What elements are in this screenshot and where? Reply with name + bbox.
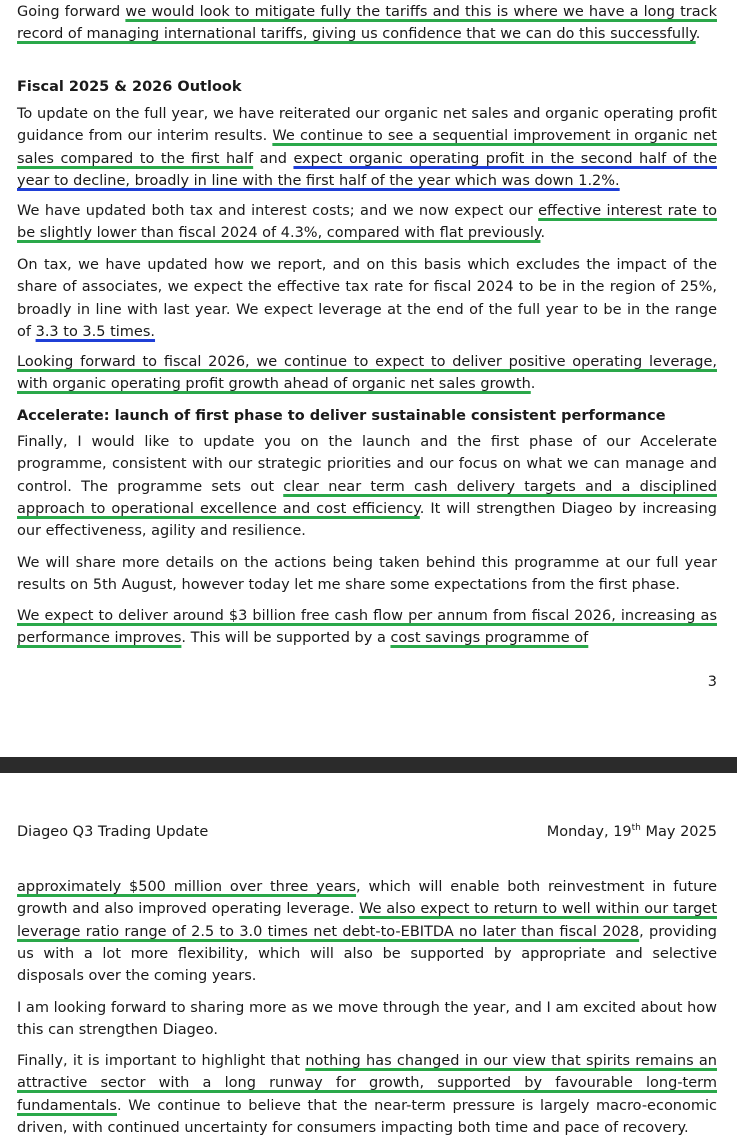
document-header-title: Diageo Q3 Trading Update <box>17 824 209 840</box>
paragraph-tariffs <box>17 1 717 46</box>
highlighted-text: We expect to deliver around $3 billion free cash flow per annum from fiscal 2026, increasing as performance improves <box>17 608 717 647</box>
heading-fiscal-outlook: Fiscal 2025 & 2026 Outlook <box>17 79 242 95</box>
paragraph-looking-forward <box>17 997 717 1042</box>
page-divider <box>0 757 737 773</box>
paragraph-accelerate-launch <box>17 431 717 542</box>
text-run: . It will strengthen Diageo by increasing our effectiveness, agility and resilience. <box>17 500 717 540</box>
paragraph-fiscal-2026 <box>17 351 717 396</box>
text-run: . <box>530 376 536 393</box>
highlighted-text: We continue to see a sequential improvement in organic net sales compared to the first half <box>17 128 717 167</box>
highlighted-text: expect organic operating profit in the second half of the year to decline, broadly in line with the first half of the year which was down 1.2%. <box>17 150 717 189</box>
highlighted-text: Looking forward to fiscal 2026, we continue to expect to deliver positive operating leverage, with organic operating profit growth ahead of organic net sales growth <box>17 354 717 393</box>
text-run: . <box>695 26 701 43</box>
highlighted-text: cost savings programme of <box>390 630 589 647</box>
text-run: Finally, I would like to update you on the launch and the first phase of our Accelerate programme, consistent with our strategic priorities and our focus on what we can manage and control. The programme sets out <box>17 434 717 495</box>
text-run: . We continue to believe that the near-term pressure is largely macro-economic driven, with continued uncertainty for consumers impacting both time and pace of recovery. <box>17 1097 717 1136</box>
text-run: Going forward <box>17 4 126 20</box>
highlighted-text: We also expect to return to well within our target leverage ratio range of 2.5 to 3.0 times net debt-to-EBITDA no later than fiscal 2028 <box>17 901 718 940</box>
document-header-date <box>547 824 717 840</box>
text-run: On tax, we have updated how we report, and on this basis which excludes the impact of the share of associates, we expect the effective tax rate for fiscal 2024 to be in the region of 25%, broadly in line with last year. We expect leverage at the end of the full year to be in the range of <box>17 257 717 340</box>
paragraph-tax-reporting <box>17 254 717 343</box>
text-run: Finally, it is important to highlight that <box>17 1053 306 1069</box>
paragraph-full-year-update <box>17 103 717 192</box>
page-number: 3 <box>707 674 717 690</box>
text-run: To update on the full year, we have reiterated our organic net sales and organic operating profit guidance from our interim results. <box>17 106 717 145</box>
highlighted-text: effective interest rate to be slightly lower than fiscal 2024 of 4.3%, compared with flat previously <box>17 203 717 242</box>
paragraph-full-year-results <box>17 552 717 597</box>
paragraph-free-cash-flow <box>17 605 717 650</box>
paragraph-spirits-sector <box>17 1050 717 1139</box>
header-date-suffix: May 2025 <box>640 824 717 840</box>
paragraph-cost-savings <box>17 876 717 987</box>
header-date-ordinal: th <box>631 823 641 834</box>
highlighted-text: nothing has changed in our view that spirits remains an attractive sector with a long runway for growth, supported by favourable long-term fundamentals <box>17 1053 717 1114</box>
text-run: , which will enable both reinvestment in future growth and also improved operating leverage. <box>17 879 717 918</box>
highlighted-text: 3.3 to 3.5 times. <box>35 323 156 340</box>
text-run: and <box>253 150 294 167</box>
text-run: , providing us with a lot more flexibility, which will also be supported by appropriate and selective disposals over the coming years. <box>17 923 717 985</box>
highlighted-text: approximately $500 million over three years <box>17 879 357 895</box>
text-run: . <box>540 225 546 242</box>
highlighted-text: clear near term cash delivery targets and a disciplined approach to operational excellence and cost efficiency <box>17 478 717 517</box>
text-run: . This will be supported by a <box>181 630 391 647</box>
paragraph-tax-interest <box>17 200 717 245</box>
heading-accelerate: Accelerate: launch of first phase to deliver sustainable consistent performance <box>17 408 666 424</box>
header-date-prefix: Monday, 19 <box>546 824 632 840</box>
text-run: We have updated both tax and interest costs; and we now expect our <box>17 203 539 219</box>
text-run: I am looking forward to sharing more as we move through the year, and I am excited about how this can strengthen Diageo. <box>17 1000 717 1039</box>
highlighted-text: we would look to mitigate fully the tariffs and this is where we have a long track record of managing international tariffs, giving us confidence that we can do this successfully <box>17 4 717 43</box>
text-run: We will share more details on the actions being taken behind this programme at our full year results on 5th August, however today let me share some expectations from the first phase. <box>17 555 717 594</box>
